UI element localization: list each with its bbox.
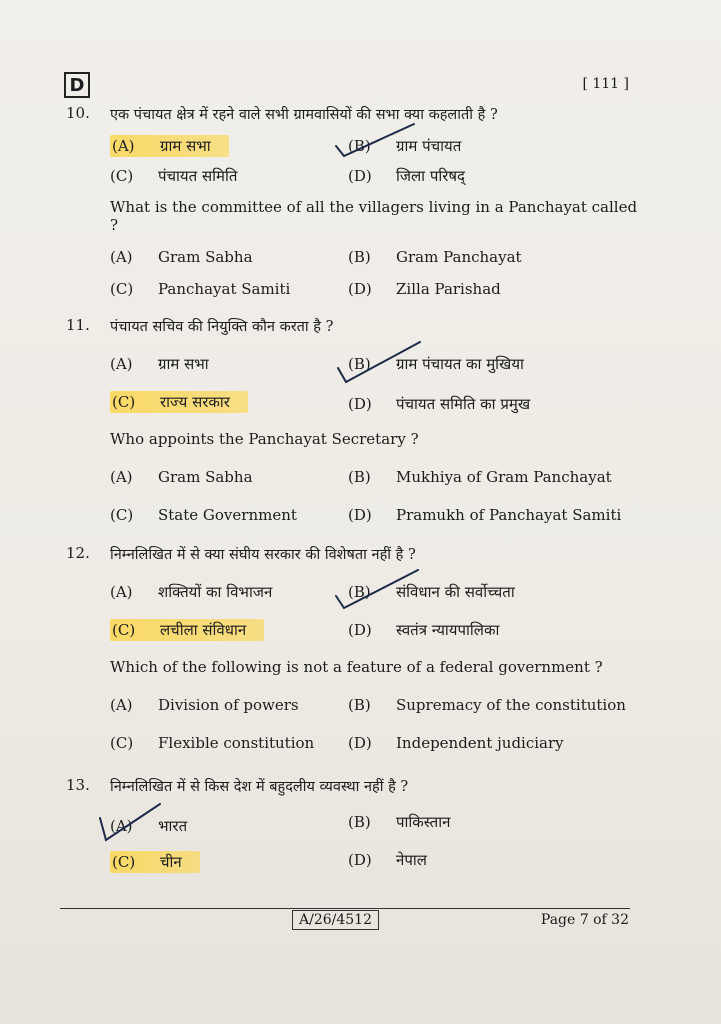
- option-text: ग्राम सभा: [160, 137, 211, 155]
- option-text: Division of powers: [158, 696, 299, 714]
- option-c-hindi: [110, 852, 200, 872]
- question-text-hindi: एक पंचायत क्षेत्र में रहने वाले सभी ग्रामवासियों की सभा क्या कहलाती है ?: [110, 107, 498, 123]
- option-d-english: [348, 506, 621, 524]
- answer-highlight: [110, 619, 264, 641]
- footer-divider: [60, 908, 630, 909]
- option-text: भारत: [158, 817, 188, 835]
- option-letter: (A): [112, 137, 135, 155]
- option-text: पाकिस्तान: [396, 813, 451, 831]
- option-d-hindi: [348, 394, 530, 414]
- option-text: Zilla Parishad: [396, 280, 501, 298]
- option-b-hindi: [348, 812, 450, 832]
- option-c-english: [110, 280, 290, 298]
- option-text: Pramukh of Panchayat Samiti: [396, 506, 622, 524]
- page-number: Page 7 of 32: [540, 912, 629, 928]
- option-text: ग्राम पंचायत: [396, 137, 462, 155]
- option-text: Independent judiciary: [396, 734, 564, 752]
- option-c-hindi: [110, 166, 237, 186]
- option-letter: (C): [110, 734, 134, 752]
- option-c-hindi: [110, 620, 264, 640]
- question-number: 11.: [66, 316, 90, 334]
- option-a-hindi: [110, 582, 272, 602]
- option-text: नेपाल: [396, 851, 427, 869]
- option-letter: (C): [112, 853, 136, 871]
- option-b-hindi: [348, 582, 515, 602]
- option-c-english: [110, 734, 314, 752]
- option-text: Panchayat Samiti: [158, 280, 291, 298]
- question-number: 12.: [66, 544, 90, 562]
- option-text: Gram Sabha: [158, 468, 253, 486]
- option-letter: (A): [110, 355, 133, 373]
- option-letter: (B): [348, 696, 371, 714]
- option-d-hindi: [348, 166, 465, 186]
- option-d-english: [348, 734, 564, 752]
- question-number: 13.: [66, 776, 90, 794]
- option-letter: (A): [110, 817, 133, 835]
- option-letter: (B): [348, 137, 371, 155]
- option-b-hindi: [348, 136, 461, 156]
- option-letter: (C): [112, 393, 136, 411]
- answer-highlight: [110, 851, 200, 873]
- option-a-english: [110, 696, 299, 714]
- option-letter: (D): [348, 280, 372, 298]
- option-letter: (B): [348, 468, 371, 486]
- option-text: ग्राम सभा: [158, 355, 209, 373]
- option-letter: (D): [348, 621, 372, 639]
- set-label: D: [64, 72, 90, 98]
- option-d-hindi: [348, 850, 427, 870]
- option-text: Flexible constitution: [158, 734, 315, 752]
- option-letter: (D): [348, 167, 372, 185]
- option-letter: (A): [110, 696, 133, 714]
- option-b-english: [348, 696, 626, 714]
- option-a-english: [110, 248, 253, 266]
- booklet-code: A/26/4512: [292, 910, 379, 930]
- option-text: लचीला संविधान: [160, 621, 247, 639]
- option-b-hindi: [348, 354, 524, 374]
- page-code: [ 111 ]: [582, 76, 629, 92]
- option-b-english: [348, 248, 522, 266]
- answer-highlight: [110, 391, 248, 413]
- option-letter: (B): [348, 355, 371, 373]
- option-c-hindi: [110, 392, 248, 412]
- option-text: Supremacy of the constitution: [396, 696, 626, 714]
- option-letter: (A): [110, 583, 133, 601]
- question-text-english: Who appoints the Panchayat Secretary ?: [110, 430, 419, 448]
- option-text: Mukhiya of Gram Panchayat: [396, 468, 612, 486]
- option-a-hindi: [110, 136, 229, 156]
- option-text: शक्तियों का विभाजन: [158, 583, 273, 601]
- question-text-hindi: पंचायत सचिव की नियुक्ति कौन करता है ?: [110, 319, 334, 335]
- option-letter: (B): [348, 813, 371, 831]
- question-text-hindi: निम्नलिखित में से किस देश में बहुदलीय व्यवस्था नहीं है ?: [110, 779, 409, 795]
- question-text-english: Which of the following is not a feature of a federal government ?: [110, 658, 603, 676]
- option-text: पंचायत समिति: [158, 167, 238, 185]
- option-letter: (D): [348, 506, 372, 524]
- option-letter: (B): [348, 583, 371, 601]
- question-number: 10.: [66, 104, 90, 122]
- option-letter: (D): [348, 851, 372, 869]
- option-text: Gram Sabha: [158, 248, 253, 266]
- question-text-english: What is the committee of all the villagers living in a Panchayat called ?: [110, 198, 638, 234]
- option-d-hindi: [348, 620, 499, 640]
- option-b-english: [348, 468, 612, 486]
- option-letter: (B): [348, 248, 371, 266]
- option-text: पंचायत समिति का प्रमुख: [396, 395, 531, 413]
- option-d-english: [348, 280, 501, 298]
- option-letter: (A): [110, 468, 133, 486]
- option-letter: (C): [110, 280, 134, 298]
- option-text: चीन: [160, 853, 182, 871]
- option-letter: (D): [348, 395, 372, 413]
- option-text: संविधान की सर्वोच्चता: [396, 583, 515, 601]
- option-text: जिला परिषद्: [396, 167, 466, 185]
- question-text-hindi: निम्नलिखित में से क्या संघीय सरकार की विशेषता नहीं है ?: [110, 547, 416, 563]
- option-letter: (C): [110, 167, 134, 185]
- option-letter: (A): [110, 248, 133, 266]
- option-a-hindi: [110, 354, 209, 374]
- option-letter: (C): [110, 506, 134, 524]
- option-text: स्वतंत्र न्यायपालिका: [396, 621, 500, 639]
- option-c-english: [110, 506, 297, 524]
- option-text: ग्राम पंचायत का मुखिया: [396, 355, 524, 373]
- option-a-hindi: [110, 816, 187, 836]
- option-text: Gram Panchayat: [396, 248, 522, 266]
- option-text: State Government: [158, 506, 297, 524]
- option-letter: (D): [348, 734, 372, 752]
- option-text: राज्य सरकार: [160, 393, 230, 411]
- answer-highlight: [110, 135, 229, 157]
- option-a-english: [110, 468, 253, 486]
- option-letter: (C): [112, 621, 136, 639]
